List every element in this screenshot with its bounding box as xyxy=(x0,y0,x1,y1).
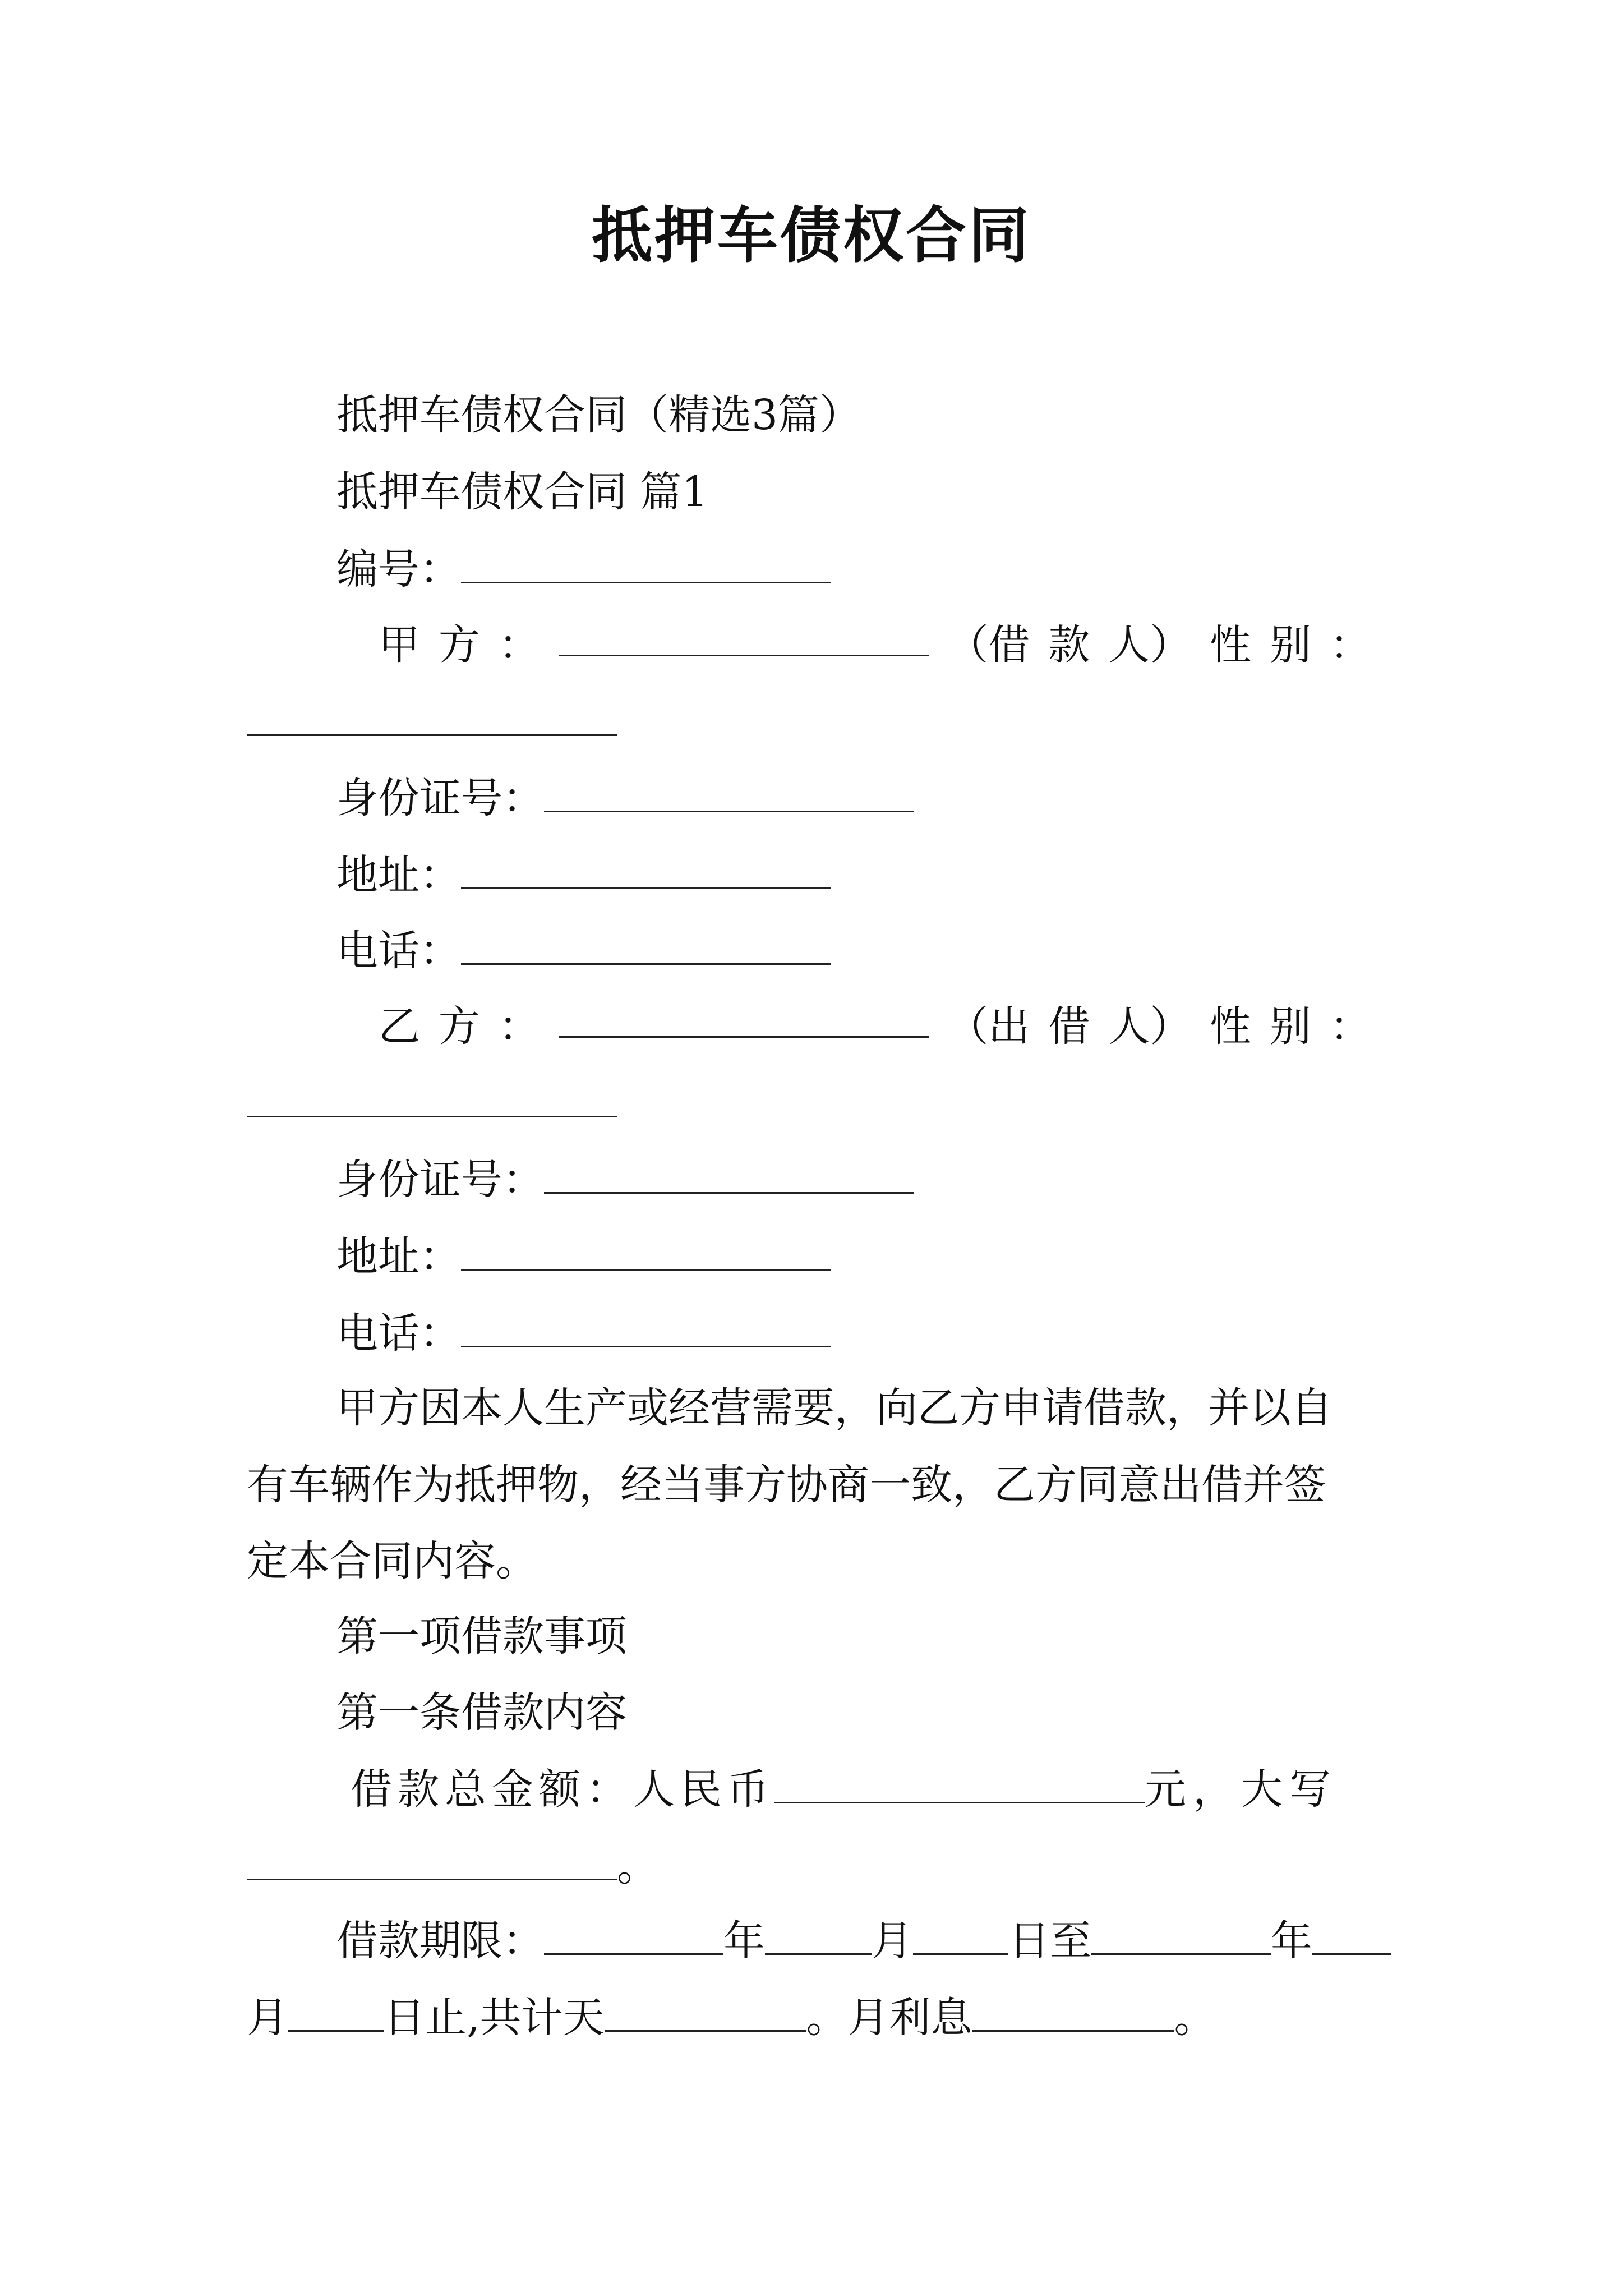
party-b-line xyxy=(379,999,1371,1055)
party-a-name-blank[interactable] xyxy=(559,617,929,656)
party-b-char: 别 xyxy=(1270,1002,1311,1051)
party-b-char: ： xyxy=(1329,1002,1371,1051)
start-day-blank[interactable] xyxy=(913,1916,1008,1955)
subtitle: 抵押车债权合同（精选3篇） xyxy=(336,391,861,439)
year-label: 年 xyxy=(1271,1917,1312,1965)
day-end-label: 日止,共计天 xyxy=(384,1994,605,2042)
year-label: 年 xyxy=(723,1917,765,1965)
loan-amount-end: 。 xyxy=(617,1842,658,1890)
paragraph-line: 定本合同内容。 xyxy=(247,1537,537,1585)
monthly-interest-blank[interactable] xyxy=(972,1993,1174,2032)
loan-amount-words-line xyxy=(247,1838,658,1894)
party-a-char: （借 xyxy=(947,621,1030,669)
number-blank[interactable] xyxy=(461,544,831,583)
address-label: 地址： xyxy=(336,1232,461,1281)
start-year-blank[interactable] xyxy=(544,1916,723,1955)
party-b-char: ： xyxy=(498,1002,540,1051)
end-year-blank[interactable] xyxy=(1091,1916,1271,1955)
loan-term-label: 借款期限： xyxy=(336,1917,544,1965)
loan-term-line-2 xyxy=(247,1990,1216,2046)
party-a-char: ： xyxy=(1329,621,1371,669)
section-heading: 抵押车债权合同 篇1 xyxy=(336,468,708,516)
end-month-blank-part[interactable] xyxy=(1312,1916,1391,1955)
document-title: 抵押车债权合同 xyxy=(591,200,1031,271)
party-b-phone-blank[interactable] xyxy=(461,1308,831,1347)
party-a-address-line xyxy=(336,847,831,903)
party-b-gender-blank[interactable] xyxy=(247,1078,617,1117)
party-a-address-blank[interactable] xyxy=(461,850,831,889)
party-a-phone-blank[interactable] xyxy=(461,926,831,965)
id-label: 身份证号： xyxy=(336,774,544,822)
party-b-id-blank[interactable] xyxy=(544,1154,914,1194)
month-label: 月 xyxy=(247,1994,288,2042)
party-b-name-blank[interactable] xyxy=(559,999,929,1038)
loan-amount-line xyxy=(351,1761,1338,1818)
day-to-label: 日至 xyxy=(1008,1917,1091,1965)
party-a-char: 人） xyxy=(1108,621,1192,669)
address-label: 地址： xyxy=(336,851,461,899)
phone-label: 电话： xyxy=(336,927,461,975)
party-a-gender-blank[interactable] xyxy=(247,697,617,736)
month-label: 月 xyxy=(872,1917,913,1965)
party-b-char: 乙 xyxy=(379,1002,420,1051)
paragraph-line: 有车辆作为抵押物，经当事方协商一致，乙方同意出借并签 xyxy=(247,1461,1326,1509)
loan-amount-unit: 元，大写 xyxy=(1145,1765,1338,1814)
phone-label: 电话： xyxy=(336,1309,461,1358)
party-a-char: 甲 xyxy=(379,621,420,669)
party-b-phone-line xyxy=(336,1305,831,1361)
loan-term-end: 。 xyxy=(1174,1994,1216,2042)
party-a-char: 款 xyxy=(1048,621,1090,669)
party-b-address-line xyxy=(336,1228,831,1285)
number-line xyxy=(336,541,831,597)
clause-heading: 第一条借款内容 xyxy=(336,1688,627,1737)
party-a-line xyxy=(379,617,1371,673)
party-a-phone-line xyxy=(336,923,831,979)
party-b-char: 性 xyxy=(1210,1002,1252,1051)
party-a-id-line xyxy=(336,770,914,826)
party-b-char: （出 xyxy=(947,1002,1030,1051)
end-day-blank[interactable] xyxy=(288,1993,384,2032)
party-b-gender-line xyxy=(247,1075,617,1131)
id-label: 身份证号： xyxy=(336,1156,544,1204)
party-a-char: 方 xyxy=(438,621,480,669)
total-days-blank[interactable] xyxy=(605,1993,806,2032)
paragraph-line: 甲方因本人生产或经营需要，向乙方申请借款，并以自 xyxy=(336,1384,1332,1432)
party-b-id-line xyxy=(336,1152,914,1208)
loan-term-line xyxy=(336,1913,1391,1969)
loan-amount-blank[interactable] xyxy=(774,1764,1145,1803)
number-label: 编号： xyxy=(336,545,461,593)
loan-amount-label: 借款总金额：人民币 xyxy=(351,1765,774,1814)
party-a-char: 别 xyxy=(1270,621,1311,669)
party-a-id-blank[interactable] xyxy=(544,773,914,812)
party-a-char: ： xyxy=(498,621,540,669)
party-b-char: 人） xyxy=(1108,1002,1192,1051)
loan-amount-words-blank[interactable] xyxy=(247,1841,617,1880)
start-month-blank[interactable] xyxy=(765,1916,872,1955)
item-heading: 第一项借款事项 xyxy=(336,1612,627,1660)
monthly-interest-label: 。月利息 xyxy=(806,1994,972,2042)
party-b-char: 方 xyxy=(438,1002,480,1051)
party-a-gender-line xyxy=(247,694,617,750)
party-a-char: 性 xyxy=(1210,621,1252,669)
party-b-address-blank[interactable] xyxy=(461,1231,831,1271)
party-b-char: 借 xyxy=(1048,1002,1090,1051)
